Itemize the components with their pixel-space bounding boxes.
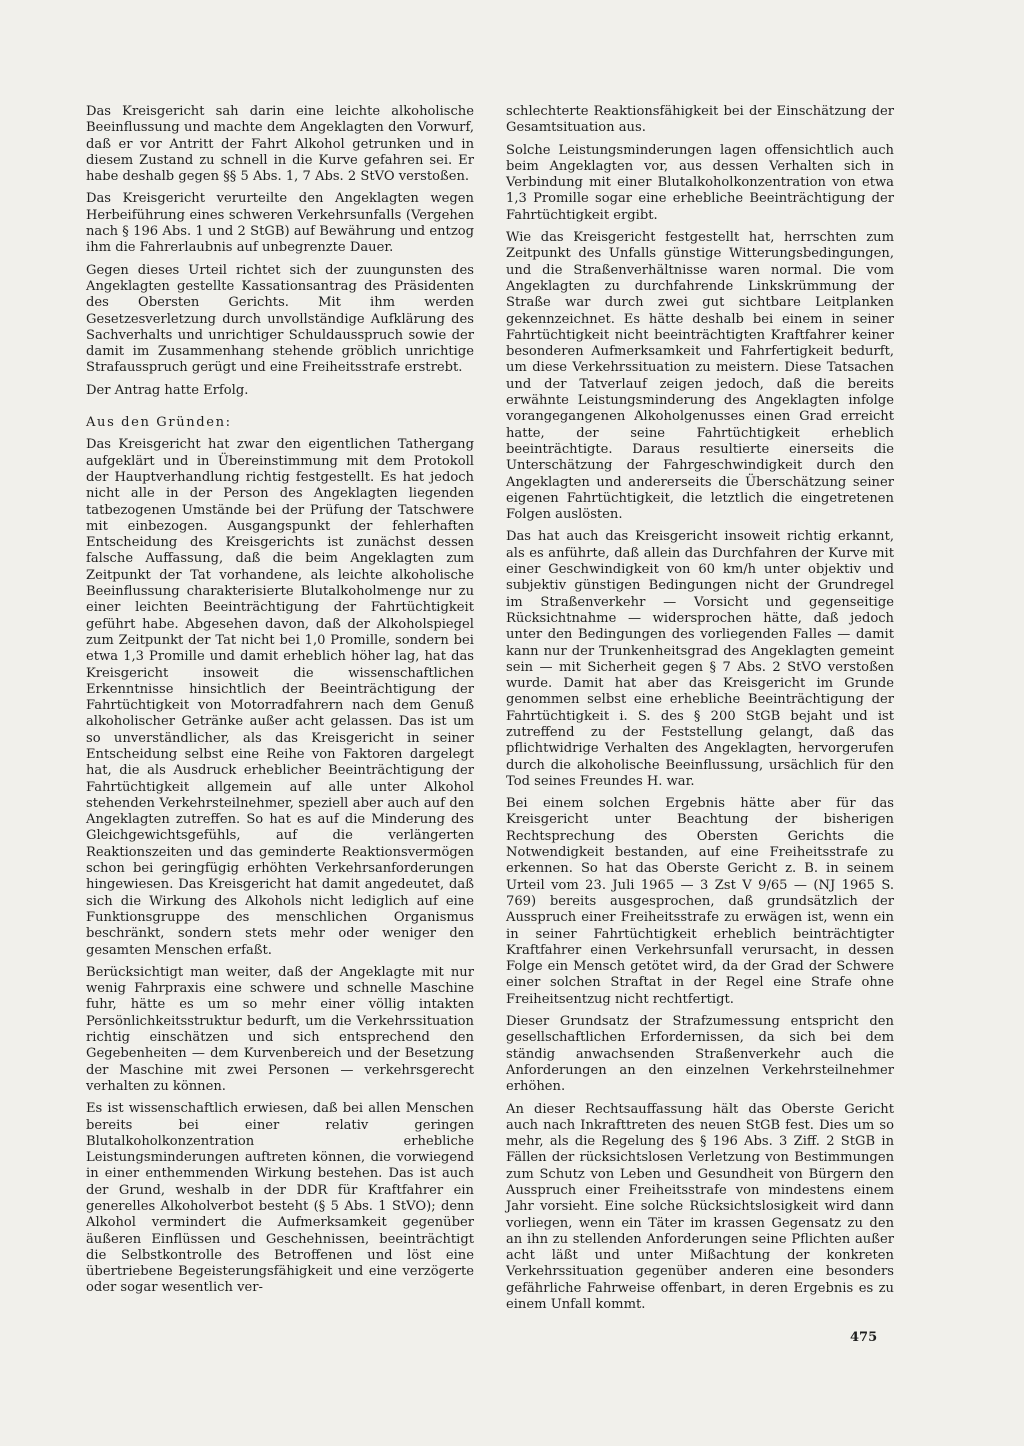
paragraph: Gegen dieses Urteil richtet sich der zuungunsten des Angeklagten gestellte Kassationsantrag des Präsidenten des Obersten Gerichts. Mit ihm werden Gesetzesverletzung durch unvollständige Aufklärung des Sachverhalts und unrichtiger Schuldausspruch sowie der damit im Zusammenhang stehende gröblich unrichtige Strafausspruch gerügt und eine Freiheitsstrafe erstrebt. [86,262,474,376]
left-column [86,104,474,1303]
paragraph: Wie das Kreisgericht festgestellt hat, herrschten zum Zeitpunkt des Unfalls günstige Witterungsbedingungen, und die Straßenverhältnisse waren normal. Die vom Angeklagten zu durchfahrende Linkskrümmung der Straße war durch zwei gut sichtbare Leitplanken gekennzeichnet. Es hätte deshalb bei einem in seiner Fahrtüchtigkeit nicht beeinträchtigten Kraftfahrer keiner besonderen Aufmerksamkeit und Fahrfertigkeit bedurft, um diese Verkehrssituation zu meistern. Diese Tatsachen und der Tatverlauf zeigen jedoch, daß die bereits erwähnte Leistungsminderung des Angeklagten infolge vorangegangenen Alkoholgenusses einen Grad erreicht hatte, der seine Fahrtüchtigkeit erheblich beeinträchtigte. Daraus resultierte einerseits die Unterschätzung der Fahrgeschwindigkeit durch den Angeklagten und andererseits die Überschätzung seiner eigenen Fahrtüchtigkeit, die letztlich die eingetretenen Folgen auslösten. [506,230,894,523]
paragraph: Das Kreisgericht sah darin eine leichte alkoholische Beeinflussung und machte dem Angeklagten den Vorwurf, daß er vor Antritt der Fahrt Alkohol getrunken und in diesem Zustand zu schnell in die Kurve gefahren sei. Er habe deshalb gegen §§ 5 Abs. 1, 7 Abs. 2 StVO verstoßen. [86,104,474,185]
paragraph: Dieser Grundsatz der Strafzumessung entspricht den gesellschaftlichen Erfordernissen, da sich bei dem ständig anwachsenden Straßenverkehr auch die Anforderungen an den einzelnen Verkehrsteilnehmer erhöhen. [506,1014,894,1095]
paragraph: Das Kreisgericht hat zwar den eigentlichen Tathergang aufgeklärt und in Übereinstimmung mit dem Protokoll der Hauptverhandlung richtig festgestellt. Es hat jedoch nicht alle in der Person des Angeklagten liegenden tatbezogenen Umstände bei der Prüfung der Tatschwere mit einbezogen. Ausgangspunkt der fehlerhaften Entscheidung des Kreisgerichts ist zunächst dessen falsche Auffassung, daß die beim Angeklagten zum Zeitpunkt der Tat vorhandene, als leichte alkoholische Beeinflussung charakterisierte Blutalkoholmenge nur zu einer leichten Beeinträchtigung der Fahrtüchtigkeit geführt habe. Abgesehen davon, daß der Alkoholspiegel zum Zeitpunkt der Tat nicht bei 1,0 Promille, sondern bei etwa 1,3 Promille und damit erheblich höher lag, hat das Kreisgericht insoweit die wissenschaftlichen Erkenntnisse hinsichtlich der Beeinträchtigung der Fahrtüchtigkeit von Motorradfahrern nach dem Genuß alkoholischer Getränke außer acht gelassen. Das ist um so unverständlicher, als das Kreisgericht in seiner Entscheidung selbst eine Reihe von Faktoren dargelegt hat, die als Ausdruck erheblicher Beeinträchtigung der Fahrtüchtigkeit allgemein auf alle unter Alkohol stehenden Verkehrsteilnehmer, speziell aber auch auf den Angeklagten zutreffen. So hat es auf die Minderung des Gleichgewichtsgefühls, auf die verlängerten Reaktionszeiten und das geminderte Reaktionsvermögen schon bei geringfügig erhöhten Verkehrsanforderungen hingewiesen. Das Kreisgericht hat damit angedeutet, daß sich die Wirkung des Alkohols nicht lediglich auf eine Funktionsgruppe des menschlichen Organismus beschränkt, sondern stets mehr oder weniger den gesamten Menschen erfaßt. [86,437,474,958]
paragraph: Das hat auch das Kreisgericht insoweit richtig erkannt, als es anführte, daß allein das Durchfahren der Kurve mit einer Geschwindigkeit von 60 km/h unter objektiv und subjektiv günstigen Bedingungen nicht der Grundregel im Straßenverkehr — Vorsicht und gegenseitige Rücksichtnahme — widersprochen hätte, daß jedoch unter den Bedingungen des vorliegenden Falles — damit kann nur der Trunkenheitsgrad des Angeklagten gemeint sein — mit Sicherheit gegen § 7 Abs. 2 StVO verstoßen wurde. Damit hat aber das Kreisgericht im Grunde genommen selbst eine erhebliche Beeinträchtigung der Fahrtüchtigkeit i. S. des § 200 StGB bejaht und ist zutreffend zu der Feststellung gelangt, daß das pflichtwidrige Verhalten des Angeklagten, hervorgerufen durch die alkoholische Beeinflussung, ursächlich für den Tod seines Freundes H. war. [506,529,894,789]
paragraph: Der Antrag hatte Erfolg. [86,382,249,398]
paragraph: Das Kreisgericht verurteilte den Angeklagten wegen Herbeiführung eines schweren Verkehrsunfalls (Vergehen nach § 196 Abs. 1 und 2 StGB) auf Bewährung und entzog ihm die Fahrerlaubnis auf unbegrenzte Dauer. [86,191,474,256]
paragraph: Solche Leistungsminderungen lagen offensichtlich auch beim Angeklagten vor, aus dessen Verhalten sich in Verbindung mit einer Blutalkoholkonzentration von etwa 1,3 Promille sogar eine erhebliche Beeinträchtigung der Fahrtüchtigkeit ergibt. [506,142,894,223]
page-number: 475 [850,1330,878,1345]
section-heading: Aus den Gründen: [86,415,232,431]
right-column [506,104,894,1319]
paragraph: Bei einem solchen Ergebnis hätte aber für das Kreisgericht unter Beachtung der bisherigen Rechtsprechung des Obersten Gerichts die Notwendigkeit bestanden, auf eine Freiheitsstrafe zu erkennen. So hat das Oberste Gericht z. B. in seinem Urteil vom 23. Juli 1965 — 3 Zst V 9/65 — (NJ 1965 S. 769) bereits ausgesprochen, daß grundsätzlich der Ausspruch einer Freiheitsstrafe zu erwägen ist, wenn ein in seiner Fahrtüchtigkeit erheblich beinträchtigter Kraftfahrer einen Verkehrsunfall verursacht, in dessen Folge ein Mensch getötet wird, da der Grad der Schwere einer solchen Straftat in der Regel eine Strafe ohne Freiheitsentzug nicht rechtfertigt. [506,796,894,1007]
paragraph: An dieser Rechtsauffassung hält das Oberste Gericht auch nach Inkrafttreten des neuen StGB fest. Dies um so mehr, als die Regelung des § 196 Abs. 3 Ziff. 2 StGB in Fällen der rücksichtslosen Verletzung von Bestimmungen zum Schutz von Leben und Gesundheit von Bürgern den Ausspruch einer Freiheitsstrafe von mindestens einem Jahr vorsieht. Eine solche Rücksichtslosigkeit wird dann vorliegen, wenn ein Täter im krassen Gegensatz zu den an ihn zu stellenden Anforderungen seine Pflichten außer acht läßt und unter Mißachtung der konkreten Verkehrssituation gegenüber anderen eine besonders gefährliche Fahrweise offenbart, in deren Ergebnis es zu einem Unfall kommt. [506,1101,894,1313]
paragraph: Berücksichtigt man weiter, daß der Angeklagte mit nur wenig Fahrpraxis eine schwere und schnelle Maschine fuhr, hätte es um so mehr einer völlig intakten Persönlichkeitsstruktur bedurft, um die Verkehrssituation richtig einschätzen und sich entsprechend den Gegebenheiten — dem Kurvenbereich und der Besetzung der Maschine mit zwei Personen — verkehrsgerecht verhalten zu können. [86,964,474,1094]
paragraph: Es ist wissenschaftlich erwiesen, daß bei allen Menschen bereits bei einer relativ geringen Blutalkoholkonzentration erhebliche Leistungsminderungen auftreten können, die vorwiegend in einer enthemmenden Wirkung bestehen. Das ist auch der Grund, weshalb in der DDR für Kraftfahrer ein generelles Alkoholverbot besteht (§ 5 Abs. 1 StVO); denn Alkohol vermindert die Aufmerksamkeit gegenüber äußeren Einflüssen und Geschehnissen, beeinträchtigt die Selbstkontrolle des Betroffenen und löst eine übertriebene Begeisterungsfähigkeit und eine verzögerte oder sogar wesentlich ver- [86,1101,474,1296]
paragraph: schlechterte Reaktionsfähigkeit bei der Einschätzung der Gesamtsituation aus. [506,104,894,136]
